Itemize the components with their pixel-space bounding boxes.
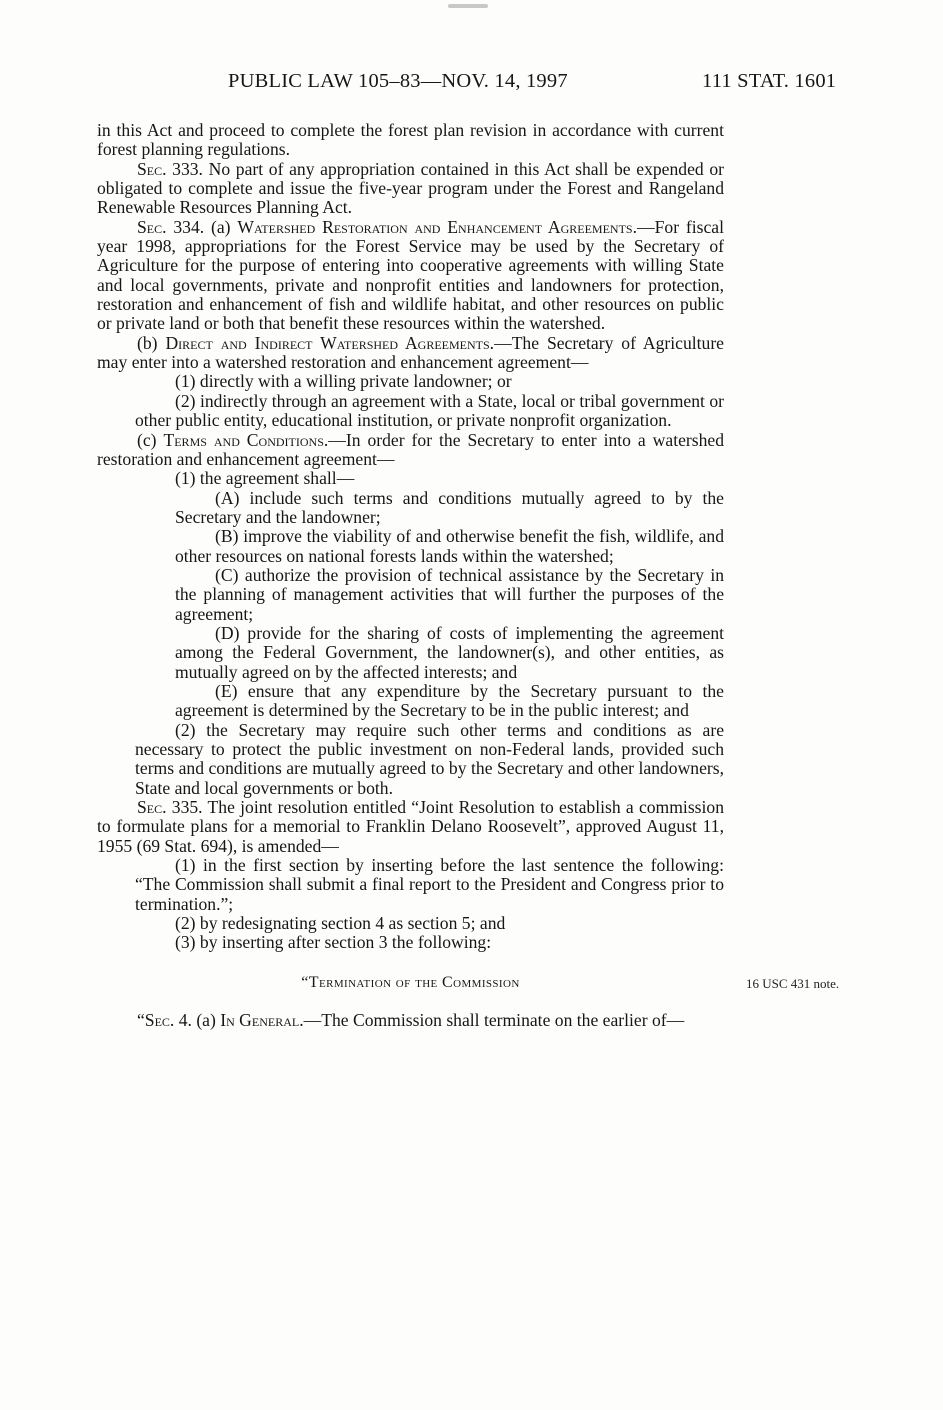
section-heading: “Termination of the Commission (301, 973, 520, 991)
subclause: (E) ensure that any expenditure by the Secretary pursuant to the agreement is determined by the Secretary to be in the public interest; and (175, 680, 724, 721)
clause: (1) in the first section by inserting before the last sentence the following: “The Commission shall submit a final report to the President and Congress prior to termination.”; (135, 855, 724, 914)
section-334-a: Sec. 334. (a) Watershed Restoration and Enhancement Agreements.—For fiscal year 1998, appropriations for the Forest Service may be used by the Secretary of Agriculture for the purpose of entering into cooperative agreements with willing State and local governments, private and nonprofit entities and landowners for protection, restoration and enhancement of fish and wildlife habitat, and other resources on public or private land or both that benefit these resources within the watershed. (97, 216, 724, 334)
header-title: PUBLIC LAW 105–83—NOV. 14, 1997 (228, 70, 568, 92)
body-text (97, 121, 724, 1030)
scan-speck (448, 4, 488, 8)
section-334-b: (b) Direct and Indirect Watershed Agreements.—The Secretary of Agriculture may enter into a watershed restoration and enhancement agreement— (97, 332, 724, 373)
paragraph: in this Act and proceed to complete the forest plan revision in accordance with current forest planning regulations. (97, 120, 724, 160)
clause: (1) the agreement shall— (175, 468, 355, 489)
subclause: (A) include such terms and conditions mutually agreed to by the Secretary and the landowner; (175, 487, 724, 527)
clause: (1) directly with a willing private landowner; or (175, 371, 512, 392)
clause: (3) by inserting after section 3 the following: (175, 932, 492, 953)
subclause: (D) provide for the sharing of costs of implementing the agreement among the Federal Government, the landowner(s), and other entities, as mutually agreed on by the affected interests; and (175, 622, 724, 682)
clause: (2) indirectly through an agreement with a State, local or tribal government or other public entity, educational institution, or private nonprofit organization. (135, 390, 724, 431)
running-header (0, 70, 943, 100)
subclause: (C) authorize the provision of technical assistance by the Secretary in the planning of management activities that will further the purposes of the agreement; (175, 564, 724, 624)
section-4: “Sec. 4. (a) In General.—The Commission shall terminate on the earlier of— (137, 1010, 685, 1031)
section-333: Sec. 333. No part of any appropriation contained in this Act shall be expended or obligated to complete and issue the five-year program under the Forest and Rangeland Renewable Resources Planning Act. (97, 158, 724, 218)
section-335: Sec. 335. The joint resolution entitled “Joint Resolution to establish a commission to formulate plans for a memorial to Franklin Delano Roosevelt”, approved August 11, 1955 (69 Stat. 694), is amended— (97, 797, 724, 856)
subclause: (B) improve the viability of and otherwise benefit the fish, wildlife, and other resources on national forests lands within the watershed; (175, 526, 724, 566)
margin-citation: 16 USC 431 note. (746, 976, 840, 991)
section-334-c: (c) Terms and Conditions.—In order for the Secretary to enter into a watershed restoration and enhancement agreement— (97, 429, 724, 469)
clause: (2) the Secretary may require such other terms and conditions as are necessary to protect the public investment on non-Federal lands, provided such terms and conditions are mutually agreed to by the Secretary and other landowners, State and local governments or both. (135, 719, 724, 798)
header-page-number: 111 STAT. 1601 (702, 70, 837, 92)
clause: (2) by redesignating section 4 as section 5; and (175, 913, 506, 934)
